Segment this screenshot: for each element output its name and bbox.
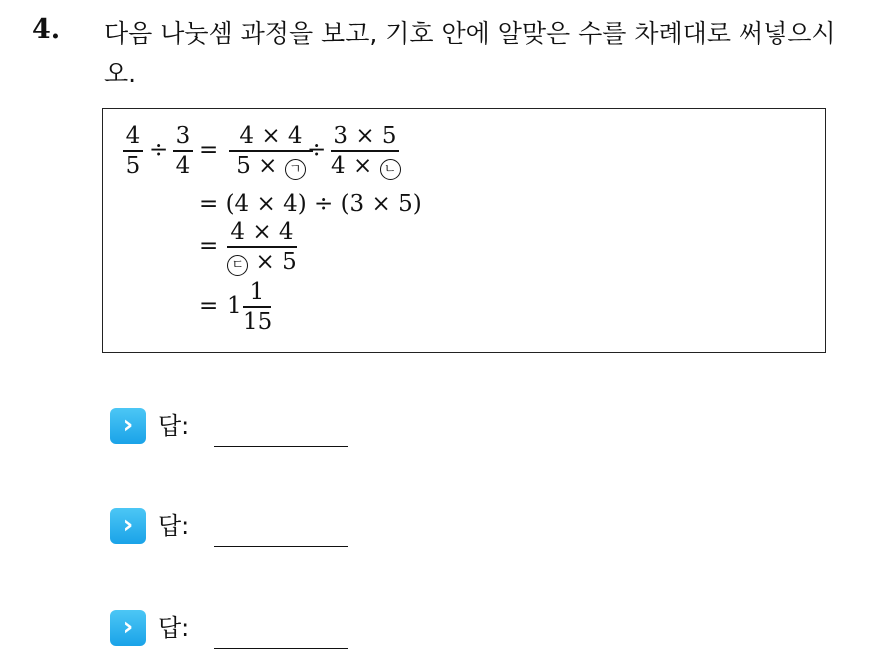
blank-mark-digeut: ㄷ (227, 255, 248, 276)
blank-mark-nieun: ㄴ (380, 159, 401, 180)
result-whole-number: 1 (227, 293, 242, 319)
fraction-three-quarters: 3 4 (173, 123, 193, 179)
answer-label: 답: (158, 614, 190, 642)
fraction-step1-second: 3 × 5 4 × ㄴ (331, 123, 399, 180)
answer-label: 답: (158, 512, 190, 540)
arrow-icon: › (110, 408, 146, 444)
arrow-icon: › (110, 610, 146, 646)
answer-label: 답: (158, 412, 190, 440)
result-fraction: 1 15 (243, 279, 273, 335)
equals-sign-3: = (199, 233, 219, 259)
question-number: 4. (32, 14, 61, 45)
blank-mark-giyeok: ㄱ (285, 159, 306, 180)
answer-blank-line[interactable] (214, 546, 348, 547)
answer-blank-line[interactable] (214, 446, 348, 447)
question-text: 다음 나눗셈 과정을 보고, 기호 안에 알맞은 수를 차례대로 써넣으시오. (104, 19, 836, 88)
fraction-four-fifths: 4 5 (123, 123, 143, 179)
equation-box (102, 108, 826, 353)
divide-sign: ÷ (149, 137, 169, 163)
divide-sign-2: ÷ (307, 137, 327, 163)
equation-line-2: = (4 × 4) ÷ (3 × 5) (199, 191, 422, 217)
answer-blank-line[interactable] (214, 648, 348, 649)
arrow-icon: › (110, 508, 146, 544)
fraction-step3: 4 × 4 ㄷ × 5 (227, 219, 297, 276)
equals-sign-4: = (199, 293, 219, 319)
fraction-step1-first: 4 × 4 5 × ㄱ (229, 123, 313, 180)
equals-sign: = (199, 137, 219, 163)
